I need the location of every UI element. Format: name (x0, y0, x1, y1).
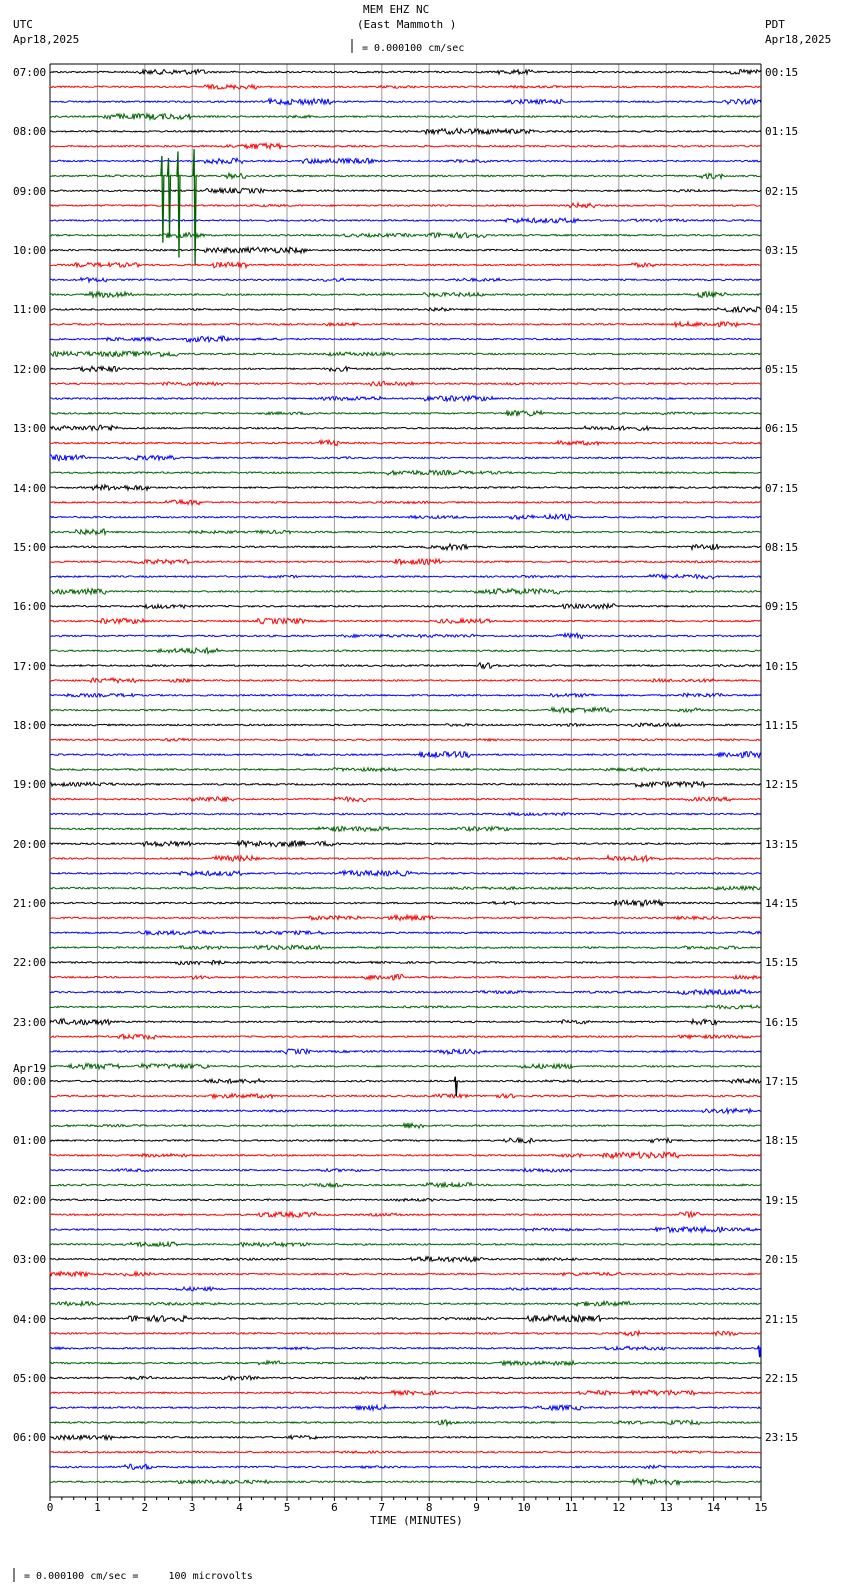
utc-hour-label: 10:00 (13, 244, 47, 258)
utc-hour-label: 16:00 (13, 600, 47, 614)
trace-row (50, 173, 761, 178)
pdt-time-label: 22:15 (765, 1371, 799, 1385)
trace-row (50, 738, 761, 741)
trace-row (50, 1199, 761, 1202)
trace-row (50, 440, 761, 445)
trace-row (50, 425, 761, 431)
trace-row (50, 797, 761, 802)
trace-row (50, 218, 761, 223)
x-tick-label: 6 (331, 1501, 338, 1514)
seismic-event-mark (758, 1346, 761, 1358)
pdt-time-label: 23:15 (765, 1431, 799, 1445)
trace-row (50, 292, 761, 298)
pdt-time-label: 20:15 (765, 1253, 799, 1267)
trace-row (50, 203, 761, 208)
trace-row (50, 485, 761, 490)
utc-hour-label: 06:00 (13, 1431, 47, 1445)
trace-row (50, 1152, 761, 1158)
trace-row (50, 336, 761, 342)
pdt-time-label: 05:15 (765, 362, 799, 376)
seismic-event-mark (454, 1077, 457, 1096)
pdt-time-label: 11:15 (765, 718, 799, 732)
trace-row (50, 945, 761, 949)
pdt-time-label: 12:15 (765, 778, 799, 792)
left-date: Apr18,2025 (13, 33, 80, 46)
pdt-time-label: 04:15 (765, 303, 799, 317)
trace-row (50, 1451, 761, 1453)
trace-row (50, 1464, 761, 1469)
x-axis-label: TIME (MINUTES) (370, 1514, 463, 1527)
utc-hour-label: 18:00 (13, 718, 47, 732)
utc-hour-label: 15:00 (13, 540, 47, 554)
trace-row (50, 604, 761, 609)
trace-row (50, 351, 761, 356)
utc-hour-label: 13:00 (13, 422, 47, 436)
seismic-event-mark (161, 156, 164, 243)
trace-row (50, 1405, 761, 1410)
station-title: MEM EHZ NC (363, 3, 430, 16)
trace-row (50, 1346, 761, 1350)
trace-row (50, 1331, 761, 1336)
utc-hour-label: 11:00 (13, 303, 47, 317)
trace-row (50, 262, 761, 268)
trace-row (50, 633, 761, 638)
trace-row (50, 723, 761, 727)
trace-row (50, 1183, 761, 1187)
utc-hour-label: 07:00 (13, 66, 47, 79)
trace-row (50, 1169, 761, 1173)
pdt-time-label: 17:15 (765, 1075, 799, 1089)
trace-row (50, 841, 761, 847)
trace-row (50, 1049, 761, 1054)
trace-row (50, 1376, 761, 1380)
station-location: (East Mammoth ) (357, 18, 457, 31)
pdt-time-label: 07:15 (765, 481, 799, 495)
trace-row (50, 1019, 761, 1025)
x-tick-label: 10 (517, 1501, 531, 1514)
trace-row (50, 1287, 761, 1291)
trace-row (50, 366, 761, 371)
pdt-time-label: 16:15 (765, 1015, 799, 1029)
trace-row (50, 559, 761, 565)
x-tick-label: 8 (425, 1501, 433, 1514)
trace-row (50, 470, 761, 475)
trace-row (50, 915, 761, 920)
trace-row (50, 411, 761, 417)
trace-row (50, 188, 761, 193)
trace-row (50, 307, 761, 312)
trace-row (50, 1109, 761, 1114)
pdt-time-label: 15:15 (765, 956, 799, 970)
utc-hour-label: 00:00 (13, 1075, 47, 1089)
trace-row (50, 396, 761, 401)
trace-row (50, 529, 761, 534)
pdt-time-label: 01:15 (765, 125, 799, 139)
trace-row (50, 1138, 761, 1143)
trace-row (50, 381, 761, 386)
pdt-time-label: 03:15 (765, 244, 799, 258)
trace-row (50, 574, 761, 578)
trace-row (50, 589, 761, 595)
utc-hour-label: 05:00 (13, 1371, 47, 1385)
seismic-event-mark (177, 151, 180, 257)
trace-row (50, 1315, 761, 1321)
pdt-time-label: 14:15 (765, 897, 799, 911)
trace-row (50, 663, 761, 669)
trace-row (50, 1064, 761, 1070)
x-tick-label: 3 (188, 1501, 196, 1514)
seismic-event-mark (193, 149, 196, 265)
x-tick-label: 5 (283, 1501, 291, 1514)
trace-row (50, 1301, 761, 1306)
pdt-time-label: 06:15 (765, 422, 799, 436)
pdt-time-label: 19:15 (765, 1193, 799, 1207)
trace-row (50, 233, 761, 239)
trace-row (50, 1257, 761, 1262)
utc-hour-label: 04:00 (13, 1312, 47, 1326)
trace-row (50, 158, 761, 163)
utc-hour-label: 20:00 (13, 837, 47, 851)
trace-row (50, 813, 761, 816)
trace-row (50, 247, 761, 253)
utc-hour-label: 09:00 (13, 184, 47, 198)
x-tick-label: 7 (378, 1501, 386, 1514)
left-timezone: UTC (13, 18, 33, 31)
trace-row (50, 856, 761, 862)
utc-hour-label: 22:00 (13, 956, 47, 970)
trace-row (50, 500, 761, 505)
seismic-event-mark (168, 158, 171, 235)
trace-row (50, 143, 761, 149)
right-date: Apr18,2025 (765, 33, 832, 46)
utc-hour-label: 19:00 (13, 778, 47, 792)
trace-row (50, 618, 761, 624)
trace-row (50, 1212, 761, 1218)
trace-row (50, 278, 761, 282)
trace-row (50, 648, 761, 654)
trace-row (50, 1005, 761, 1009)
trace-row (50, 1435, 761, 1440)
pdt-time-label: 10:15 (765, 659, 799, 673)
pdt-time-label: 21:15 (765, 1312, 799, 1326)
utc-hour-label: 08:00 (13, 125, 47, 139)
trace-row (50, 752, 761, 758)
trace-row (50, 975, 761, 981)
utc-hour-label: 14:00 (13, 481, 47, 495)
utc-hour-label: 21:00 (13, 897, 47, 911)
trace-row (50, 826, 761, 831)
trace-row (50, 871, 761, 876)
trace-row (50, 1123, 761, 1128)
date-change-label: Apr19 (13, 1062, 47, 1076)
x-tick-label: 13 (659, 1501, 673, 1514)
x-tick-label: 4 (236, 1501, 243, 1514)
x-tick-label: 2 (141, 1501, 149, 1514)
utc-hour-label: 02:00 (13, 1193, 47, 1207)
utc-hour-label: 12:00 (13, 362, 47, 376)
x-tick-label: 12 (612, 1501, 626, 1514)
trace-row (50, 1094, 761, 1098)
pdt-time-label: 13:15 (765, 837, 799, 851)
trace-row (50, 129, 761, 135)
trace-row (50, 1420, 761, 1425)
trace-row (50, 990, 761, 995)
trace-row (50, 544, 761, 550)
utc-hour-label: 01:00 (13, 1134, 47, 1148)
scale-label: = 0.000100 cm/sec (362, 43, 465, 54)
pdt-time-label: 02:15 (765, 184, 799, 198)
trace-row (50, 1034, 761, 1039)
trace-row (50, 707, 761, 712)
pdt-time-label: 09:15 (765, 600, 799, 614)
utc-hour-label: 17:00 (13, 659, 47, 673)
trace-row (50, 1479, 761, 1485)
trace-row (50, 1361, 761, 1365)
x-tick-label: 15 (754, 1501, 768, 1514)
trace-row (50, 99, 761, 105)
trace-row (50, 70, 761, 75)
trace-row (50, 1079, 761, 1083)
trace-row (50, 85, 761, 89)
x-tick-label: 1 (94, 1501, 101, 1514)
trace-row (50, 1242, 761, 1247)
utc-hour-label: 23:00 (13, 1015, 47, 1029)
trace-row (50, 931, 761, 935)
pdt-time-label: 18:15 (765, 1134, 799, 1148)
footer-scale: = 0.000100 cm/sec = 100 microvolts (24, 1571, 253, 1582)
pdt-time-label: 08:15 (765, 540, 799, 554)
pdt-time-label: 00:15 (765, 66, 799, 79)
x-tick-label: 0 (46, 1501, 54, 1514)
trace-row (50, 768, 761, 771)
trace-row (50, 782, 761, 787)
utc-hour-label: 03:00 (13, 1253, 47, 1267)
trace-row (50, 1227, 761, 1232)
trace-row (50, 1390, 761, 1395)
trace-row (50, 515, 761, 520)
trace-row (50, 886, 761, 890)
trace-row (50, 678, 761, 683)
trace-row (50, 693, 761, 697)
trace-row (50, 322, 761, 327)
x-tick-label: 11 (564, 1501, 579, 1514)
trace-row (50, 114, 761, 120)
trace-row (50, 900, 761, 906)
trace-row (50, 1272, 761, 1277)
x-tick-label: 9 (473, 1501, 480, 1514)
trace-row (50, 455, 761, 461)
x-tick-label: 14 (707, 1501, 721, 1514)
trace-row (50, 960, 761, 964)
right-timezone: PDT (765, 18, 785, 31)
